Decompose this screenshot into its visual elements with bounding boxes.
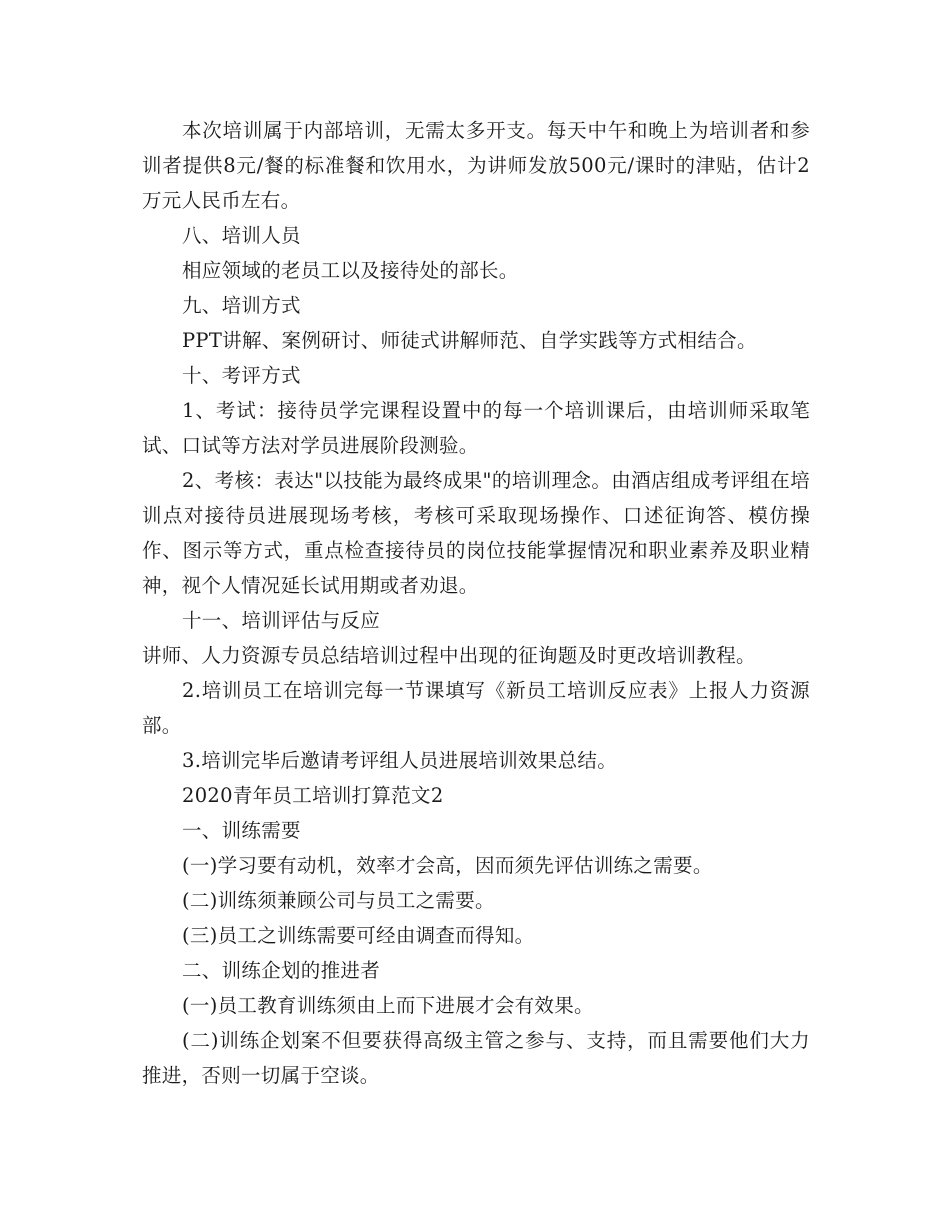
paragraph: 相应领域的老员工以及接待处的部长。	[182, 259, 519, 282]
paragraph: 2.培训员工在培训完每一节课填写《新员工培训反应表》上报人力资源部。	[142, 679, 810, 737]
paragraph: (一)员工教育训练须由上而下进展才会有效果。	[182, 994, 594, 1017]
section-heading: 一、训练需要	[182, 819, 301, 842]
paragraph: PPT讲解、案例研讨、师徒式讲解师范、自学实践等方式相结合。	[182, 329, 757, 352]
paragraph: (二)训练企划案不但要获得高级主管之参与、支持，而且需要他们大力推进，否则一切属于空谈。	[142, 1029, 810, 1087]
document-title: 2020青年员工培训打算范文2	[182, 784, 444, 807]
section-heading: 二、训练企划的推进者	[182, 959, 381, 982]
section-heading: 十一、培训评估与反应	[182, 609, 381, 632]
paragraph: 1、考试：接待员学完课程设置中的每一个培训课后，由培训师采取笔试、口试等方法对学员进展阶段测验。	[142, 399, 810, 457]
paragraph: 讲师、人力资源专员总结培训过程中出现的征询题及时更改培训教程。	[142, 644, 756, 667]
section-heading: 十、考评方式	[182, 364, 301, 387]
document-page	[142, 113, 810, 1093]
paragraph: (三)员工之训练需要可经由调查而得知。	[182, 924, 535, 947]
paragraph: 2、考核：表达"以技能为最终成果"的培训理念。由酒店组成考评组在培训点对接待员进展现场考核，考核可采取现场操作、口述征询答、模仿操作、图示等方式，重点检查接待员的岗位技能掌握情况和职业素养及职业精神，视个人情况延长试用期或者劝退。	[142, 469, 810, 597]
paragraph: (一)学习要有动机，效率才会高，因而须先评估训练之需要。	[182, 854, 713, 877]
section-heading: 八、培训人员	[182, 224, 301, 247]
paragraph: 3.培训完毕后邀请考评组人员进展培训效果总结。	[182, 749, 618, 772]
section-heading: 九、培训方式	[182, 294, 301, 317]
paragraph: (二)训练须兼顾公司与员工之需要。	[182, 889, 495, 912]
paragraph: 本次培训属于内部培训，无需太多开支。每天中午和晚上为培训者和参训者提供8元/餐的标准餐和饮用水，为讲师发放500元/课时的津贴，估计2万元人民币左右。	[142, 119, 810, 212]
